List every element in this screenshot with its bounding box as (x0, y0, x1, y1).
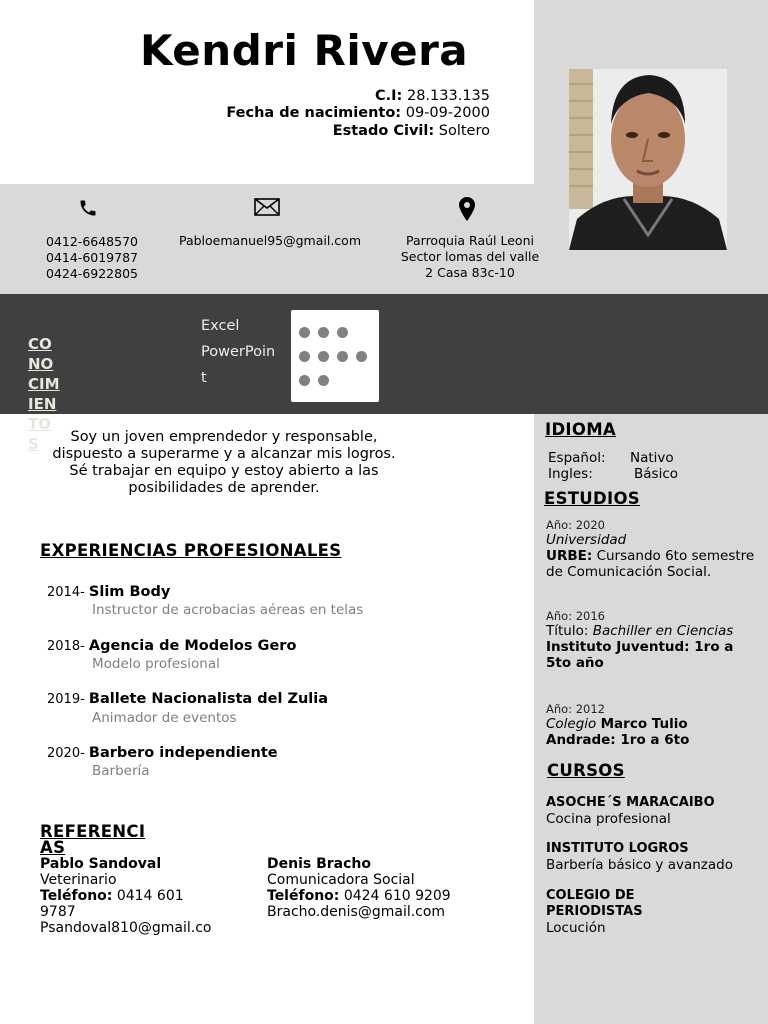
reference-phone[interactable]: 0414 601 (116, 888, 184, 904)
reference-card (40, 856, 240, 936)
study-item (546, 702, 756, 748)
skill-rating-box (291, 310, 379, 402)
ci-label: C.I: (375, 88, 403, 104)
experience-place: Barbero independiente (88, 745, 278, 761)
reference-phone[interactable]: 0424 610 9209 (343, 888, 451, 904)
reference-email[interactable]: Bracho.denis@gmail.com (267, 904, 446, 920)
experience-role: Instructor de acrobacias aéreas en telas (92, 602, 364, 618)
experience-place: Slim Body (88, 584, 171, 600)
skills-band (0, 294, 768, 414)
experience-item (47, 638, 296, 654)
reference-card (267, 856, 527, 920)
experience-role: Modelo profesional (92, 656, 220, 672)
full-name: Kendri Rivera (140, 26, 469, 75)
language-name: Ingles: (548, 466, 593, 482)
courses-heading: CURSOS (547, 761, 625, 780)
experience-role: Animador de eventos (92, 710, 237, 726)
rating-dot (299, 327, 310, 338)
course-name: Barbería básico y avanzado (546, 857, 733, 873)
course-item (546, 841, 756, 873)
course-place: COLEGIO DE PERIODISTAS (546, 888, 643, 919)
study-year-label: Año: (546, 702, 573, 716)
rating-dot (318, 375, 329, 386)
phone-icon (78, 198, 98, 218)
birth-line (226, 105, 490, 121)
study-type: Universidad (546, 532, 627, 548)
skill-item: Excel (201, 318, 240, 334)
location-pin-icon (459, 197, 475, 221)
references-heading-overflow (40, 836, 160, 857)
reference-email[interactable]: Psandoval810@gmail.co (40, 920, 212, 936)
language-level: Básico (634, 466, 679, 482)
experience-year: 2020- (47, 746, 85, 761)
language-name: Español: (548, 450, 606, 466)
reference-job: Comunicadora Social (267, 872, 415, 888)
address (390, 233, 550, 281)
civil-line (333, 123, 490, 139)
phone-number[interactable]: 0424-6922805 (46, 266, 138, 281)
study-title: Bachiller en Ciencias (592, 623, 734, 639)
ci-line (375, 88, 490, 104)
civil-value: Soltero (438, 123, 490, 139)
course-item (546, 795, 756, 827)
phone-list (30, 234, 154, 282)
study-year: 2016 (575, 609, 606, 623)
references-heading-cut: AS (40, 838, 66, 857)
reference-phone-label: Teléfono: (267, 888, 340, 904)
study-desc: Cursando 6to semestre de Comunicación Social. (546, 548, 755, 580)
rating-dot (337, 351, 348, 362)
study-title-label: Título: (546, 623, 589, 639)
profile-photo (569, 69, 727, 250)
skill-item: PowerPoin (201, 344, 276, 360)
language-level: Nativo (630, 450, 674, 466)
reference-phone-cont[interactable]: 9787 (40, 904, 76, 920)
experience-place: Ballete Nacionalista del Zulia (88, 691, 329, 707)
course-name: Locución (546, 920, 606, 936)
phone-number[interactable]: 0412-6648570 (46, 234, 138, 249)
study-year: 2020 (575, 518, 606, 532)
reference-name: Pablo Sandoval (40, 856, 162, 872)
reference-name: Denis Bracho (267, 856, 371, 872)
experience-place: Agencia de Modelos Gero (88, 638, 297, 654)
profile-summary: Soy un joven emprendedor y responsable, dispuesto a superarme y a alcanzar mis logros. Sé trabajar en equipo y estoy abierto a las posibilidades de aprender. (52, 429, 396, 496)
experience-year: 2018- (47, 639, 85, 654)
skills-heading: CONOCIMIENTOS (28, 335, 60, 453)
course-name: Cocina profesional (546, 811, 671, 827)
reference-job: Veterinario (40, 872, 117, 888)
address-line: Sector lomas del valle (400, 249, 540, 264)
civil-label: Estado Civil: (332, 123, 435, 139)
rating-dot (299, 351, 310, 362)
experience-year: 2019- (47, 692, 85, 707)
study-school: Instituto Juventud: 1ro a 5to año (546, 639, 734, 671)
experience-item (47, 584, 170, 600)
email-address[interactable]: Pabloemanuel95@gmail.com (178, 233, 362, 248)
address-line: 2 Casa 83c-10 (425, 265, 515, 280)
study-school: Marco Tulio Andrade: 1ro a 6to (546, 716, 690, 748)
study-school: URBE: (546, 548, 593, 564)
course-item (546, 888, 696, 936)
study-item (546, 609, 756, 671)
experience-item (47, 691, 328, 707)
studies-heading: ESTUDIOS (544, 489, 640, 508)
study-item (546, 518, 756, 580)
skill-item: t (201, 370, 207, 386)
rating-dot (356, 351, 367, 362)
course-place: ASOCHE´S MARACAIBO (546, 795, 715, 810)
mail-icon (254, 198, 280, 216)
experience-role: Barbería (92, 763, 150, 779)
rating-dot (337, 327, 348, 338)
languages-heading: IDIOMA (545, 420, 616, 439)
reference-phone-label: Teléfono: (40, 888, 113, 904)
study-year-label: Año: (546, 609, 573, 623)
experience-year: 2014- (47, 585, 85, 600)
study-type: Colegio (546, 716, 597, 732)
rating-dot (318, 351, 329, 362)
address-line: Parroquia Raúl Leoni (406, 233, 534, 248)
rating-dot (318, 327, 329, 338)
rating-dot (299, 375, 310, 386)
course-place: INSTITUTO LOGROS (546, 841, 689, 856)
experience-heading: EXPERIENCIAS PROFESIONALES (40, 541, 342, 560)
phone-number[interactable]: 0414-6019787 (46, 250, 138, 265)
study-year: 2012 (575, 702, 606, 716)
references-heading: REFERENCI (40, 822, 146, 841)
birth-label: Fecha de nacimiento: (226, 105, 402, 121)
ci-value: 28.133.135 (406, 88, 490, 104)
birth-value: 09-09-2000 (405, 105, 490, 121)
experience-item (47, 745, 278, 761)
study-year-label: Año: (546, 518, 573, 532)
